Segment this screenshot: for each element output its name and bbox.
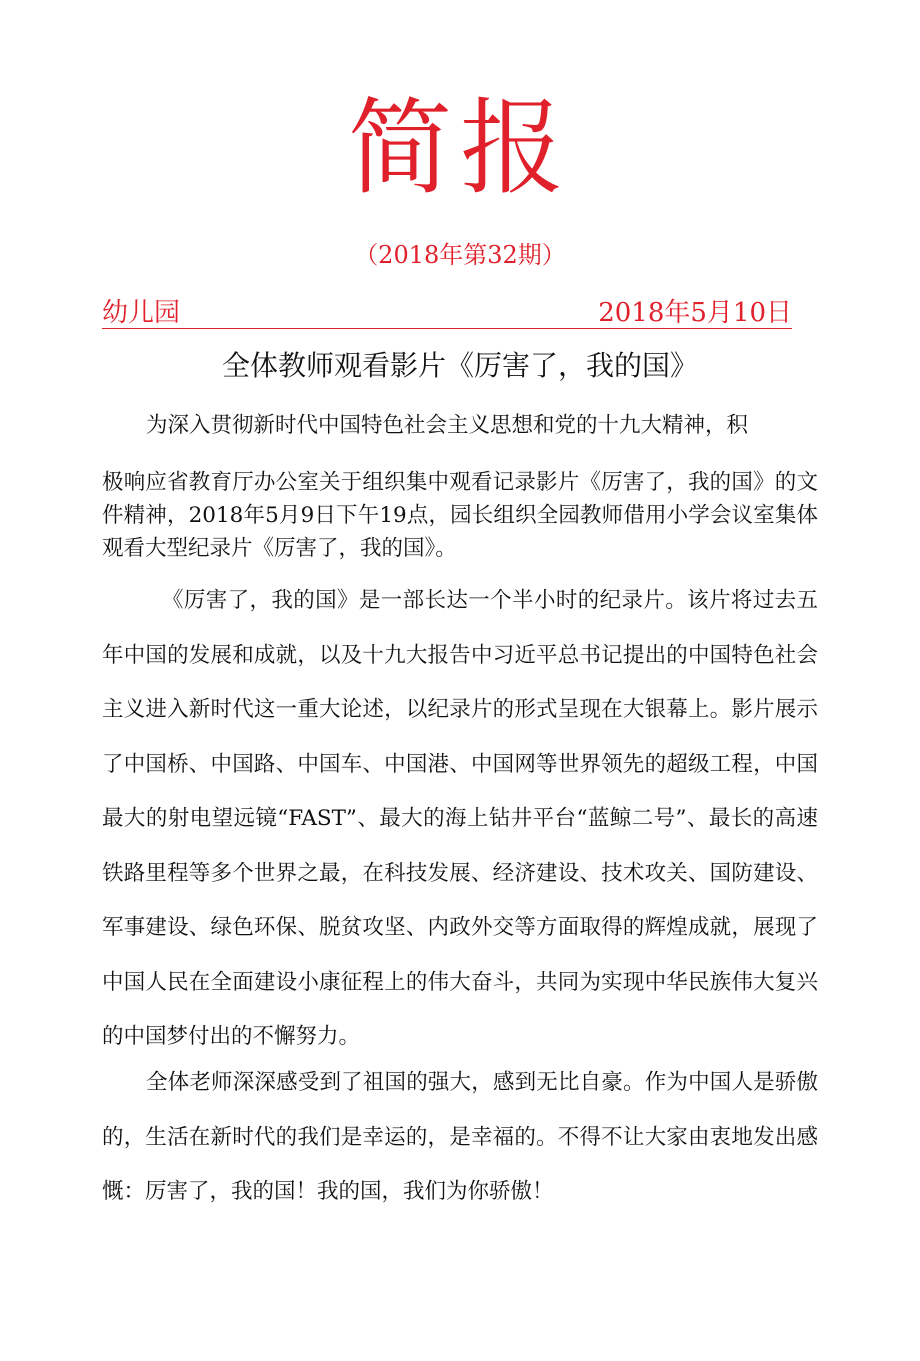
article-headline: 全体教师观看影片《厉害了，我的国》 [221,349,698,382]
paragraph-4: 全体老师深深感受到了祖国的强大，感到无比自豪。作为中国人是骄傲的，生活在新时代的我们是幸运的，是幸福的。不得不让大家由衷地发出感慨：厉害了，我的国！我的国，我们为你骄傲！ [102,1070,818,1204]
document-title: 简报 [347,87,572,209]
paragraph-3: 《厉害了，我的国》是一部长达一个半小时的纪录片。该片将过去五年中国的发展和成就，以及十九大报告中习近平总书记提出的中国特色社会主义进入新时代这一重大论述，以纪录片的形式呈现在大银幕上。影片展示了中国桥、中国路、中国车、中国港、中国网等世界领先的超级工程，中国最大的射电望远镜“FAST”、最大的海上钻井平台“蓝鲸二号”、最长的高速铁路里程等多个世界之最，在科技发展、经济建设、技术攻关、国防建设、军事建设、绿色环保、脱贫攻坚、内政外交等方面取得的辉煌成就，展现了中国人民在全面建设小康征程上的伟大奋斗，共同为实现中华民族伟大复兴的中国梦付出的不懈努力。 [102,588,818,1049]
publish-date: 2018年5月10日 [598,298,792,328]
masthead-row [102,298,792,329]
paragraph-1: 为深入贯彻新时代中国特色社会主义思想和党的十九大精神，积 [146,413,749,438]
paragraph-2: 极响应省教育厅办公室关于组织集中观看记录影片《厉害了，我的国》的文件精神，2018年5月9日下午19点，园长组织全园教师借用小学会议室集体观看大型纪录片《厉害了，我的国》。 [102,470,818,561]
issue-number: （2018年第32期） [354,241,566,269]
organization-name: 幼儿园 [102,298,181,328]
